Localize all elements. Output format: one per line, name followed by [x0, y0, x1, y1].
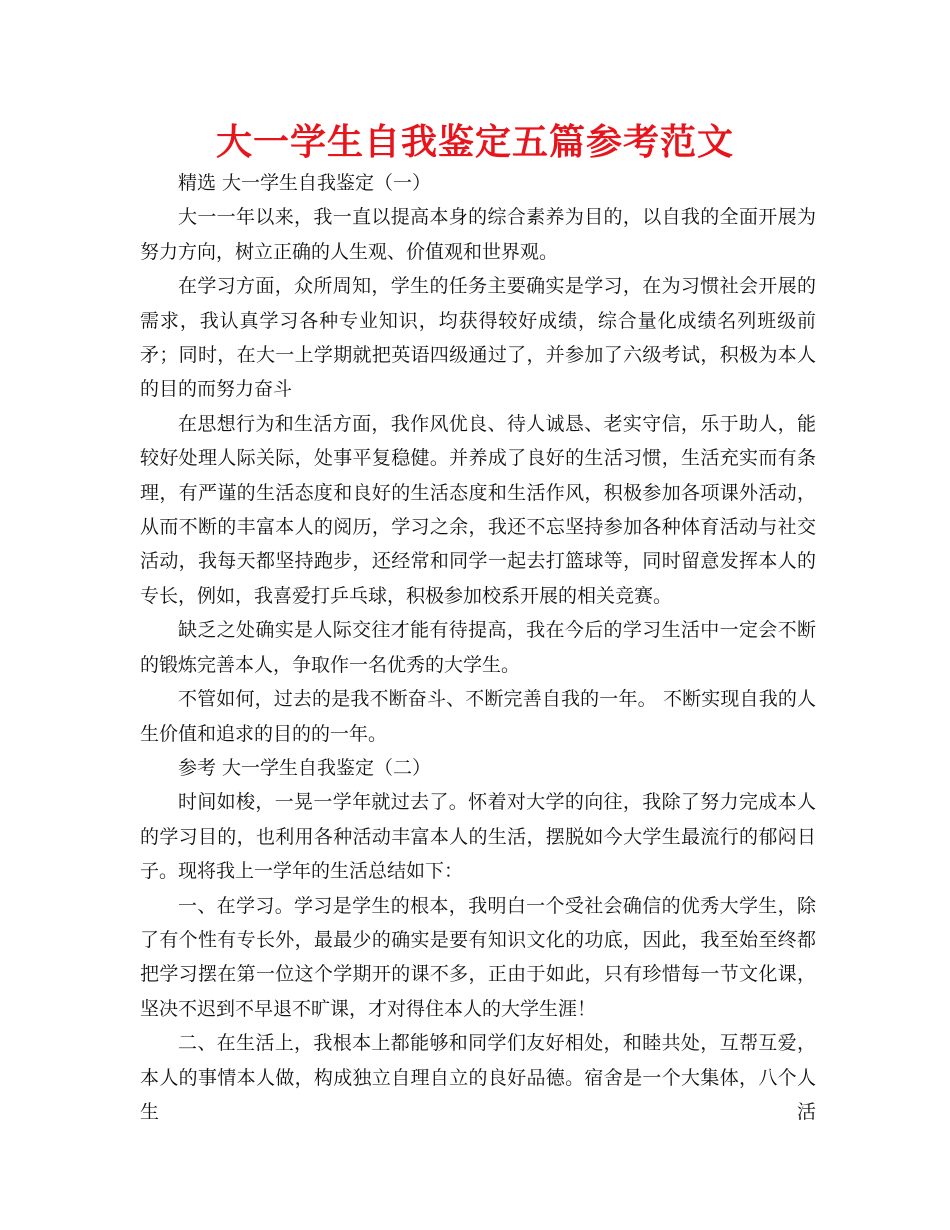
paragraph: 在思想行为和生活方面，我作风优良、待人诚恳、老实守信，乐于助人，能较好处理人际关际，处事平复稳健。并养成了良好的生活习惯，生活充实而有条理，有严谨的生活态度和良好的生活态度和生活作风，积极参加各项课外活动，从而不断的丰富本人的阅历，学习之余，我还不忘坚持参加各种体育活动与社交活动，我每天都坚持跑步，还经常和同学一起去打篮球等，同时留意发挥本人的专长，例如，我喜爱打乒乓球，积极参加校系开展的相关竞赛。	[140, 412, 816, 607]
paragraph: 大一一年以来，我一直以提高本身的综合素养为目的，以自我的全面开展为努力方向，树立正确的人生观、价值观和世界观。	[140, 206, 816, 263]
document-body	[140, 166, 816, 1129]
paragraph: 缺乏之处确实是人际交往才能有待提高，我在今后的学习生活中一定会不断的锻炼完善本人，争取作一名优秀的大学生。	[140, 619, 816, 676]
section-heading-1: 精选 大一学生自我鉴定（一）	[178, 172, 432, 194]
paragraph: 二、在生活上，我根本上都能够和同学们友好相处，和睦共处，互帮互爱，本人的事情本人做，构成独立自理自立的良好品德。宿舍是一个大集体，八个人生活	[140, 1032, 816, 1123]
paragraph: 时间如梭，一晃一学年就过去了。怀着对大学的向往，我除了努力完成本人的学习目的，也利用各种活动丰富本人的生活，摆脱如今大学生最流行的郁闷日子。现将我上一学年的生活总结如下：	[140, 791, 816, 883]
paragraph: 在学习方面，众所周知，学生的任务主要确实是学习，在为习惯社会开展的需求，我认真学习各种专业知识，均获得较好成绩，综合量化成绩名列班级前矛；同时，在大一上学期就把英语四级通过了，并参加了六级考试，积极为本人的目的而努力奋斗	[140, 275, 816, 401]
paragraph: 一、在学习。学习是学生的根本，我明白一个受社会确信的优秀大学生，除了有个性有专长外，最最少的确实是要有知识文化的功底，因此，我至始至终都把学习摆在第一位这个学期开的课不多，正由于如此，只有珍惜每一节文化课，坚决不迟到不早退不旷课，才对得住本人的大学生涯！	[140, 894, 816, 1020]
section-heading-2: 参考 大一学生自我鉴定（二）	[178, 756, 432, 779]
document-title: 大一学生自我鉴定五篇参考范文	[215, 122, 734, 163]
paragraph: 不管如何，过去的是我不断奋斗、不断完善自我的一年。 不断实现自我的人生价值和追求的目的的一年。	[140, 688, 816, 745]
